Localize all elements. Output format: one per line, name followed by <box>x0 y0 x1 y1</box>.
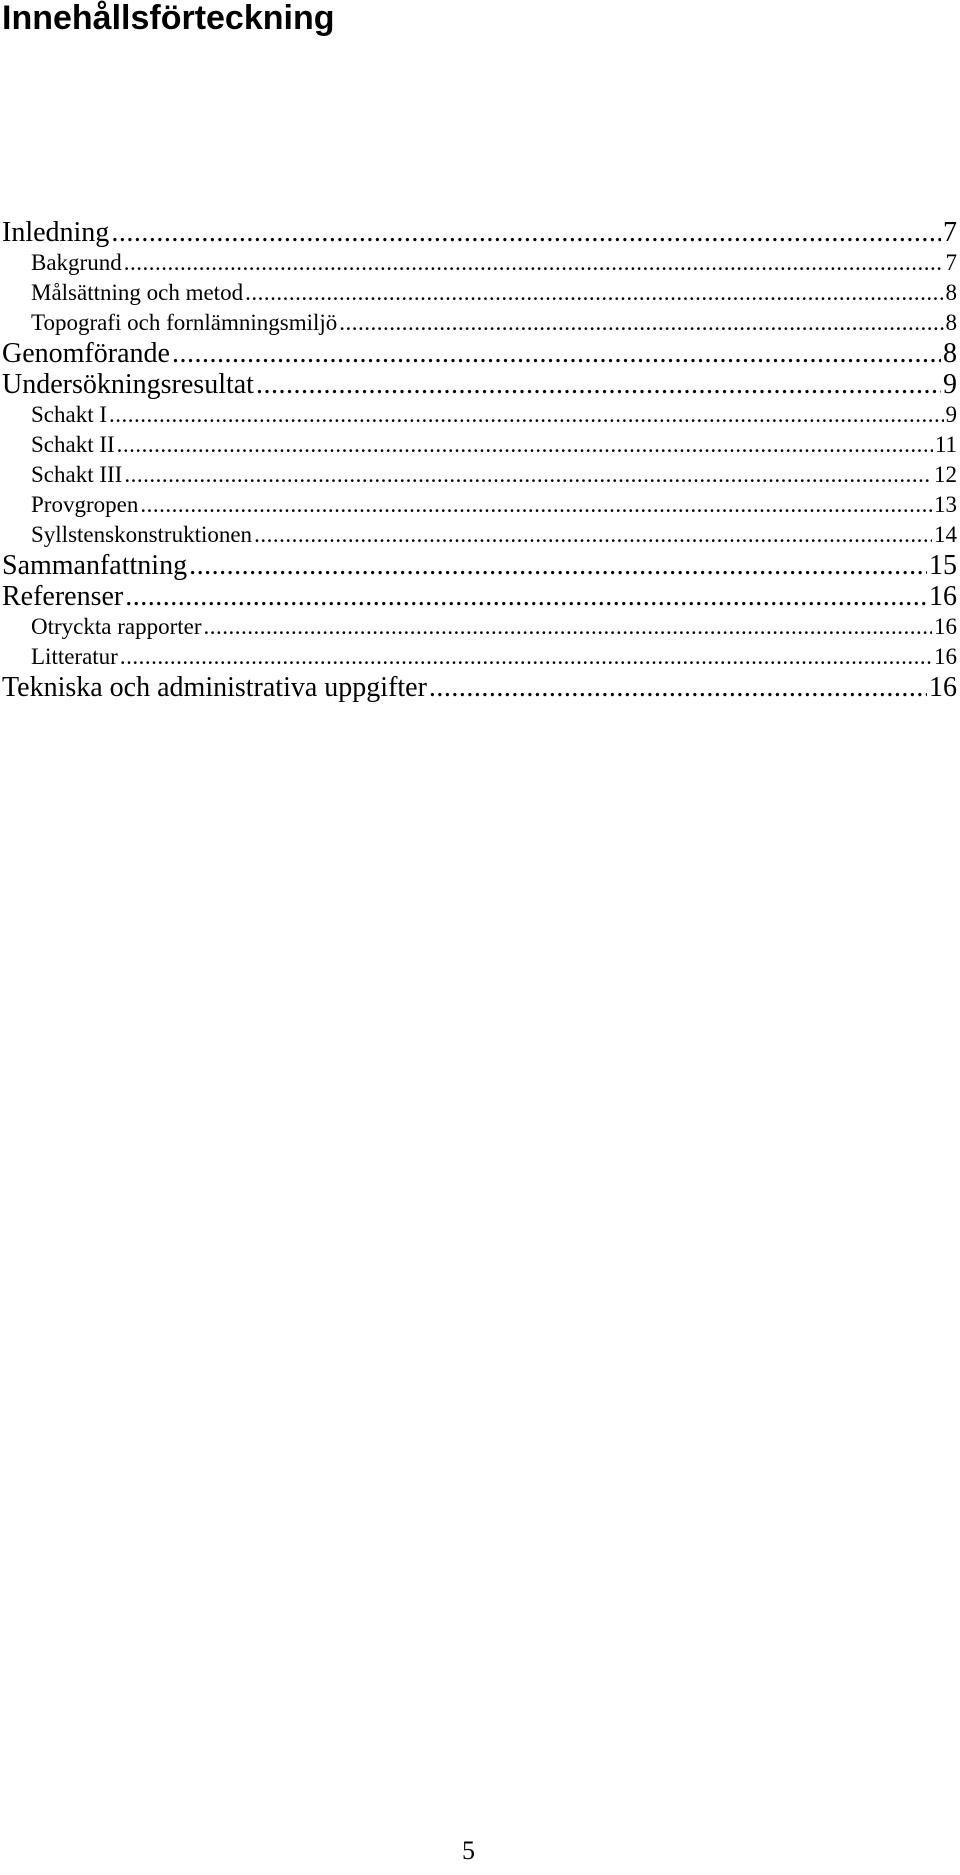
toc-leader-dots <box>111 217 941 248</box>
toc-entry-tekniska-uppgifter[interactable] <box>0 672 957 703</box>
toc-leader-dots <box>189 550 927 581</box>
toc-entry-referenser[interactable] <box>0 581 957 612</box>
toc-entry-page: 16 <box>934 644 957 669</box>
toc-entry-page: 8 <box>945 280 957 305</box>
toc-entry-page: 8 <box>943 338 957 369</box>
toc-entry-page: 14 <box>934 522 957 547</box>
toc-entry-page: 11 <box>934 432 957 457</box>
toc-leader-dots <box>254 520 932 550</box>
toc-entry-schakt-3[interactable] <box>0 460 957 490</box>
toc-leader-dots <box>109 400 943 430</box>
page-number: 5 <box>462 1836 475 1865</box>
toc-leader-dots <box>204 612 932 642</box>
toc-entry-label: Schakt II <box>31 432 115 457</box>
toc-entry-schakt-2[interactable] <box>0 430 957 460</box>
page-title: Innehållsförteckning <box>2 0 335 37</box>
toc-entry-label: Inledning <box>2 217 110 248</box>
toc-entry-sammanfattning[interactable] <box>0 550 957 581</box>
toc-leader-dots <box>117 430 933 460</box>
toc-entry-inledning[interactable] <box>0 217 957 248</box>
toc-entry-label: Topografi och fornlämningsmiljö <box>31 310 338 335</box>
toc-entry-litteratur[interactable] <box>0 642 957 672</box>
toc-entry-page: 16 <box>929 581 957 612</box>
toc-entry-provgropen[interactable] <box>0 490 957 520</box>
toc-entry-page: 8 <box>945 310 957 335</box>
toc-leader-dots <box>124 248 944 278</box>
toc-leader-dots <box>140 490 932 520</box>
toc-entry-syllstenskonstruktionen[interactable] <box>0 520 957 550</box>
toc-leader-dots <box>245 278 943 308</box>
toc-entry-label: Schakt III <box>31 462 123 487</box>
toc-entry-label: Schakt I <box>31 402 108 427</box>
toc-entry-page: 12 <box>934 462 957 487</box>
toc-entry-genomforande[interactable] <box>0 338 957 369</box>
toc-entry-label: Målsättning och metod <box>31 280 244 305</box>
toc-entry-page: 7 <box>945 250 957 275</box>
toc-entry-page: 9 <box>943 369 957 400</box>
toc-leader-dots <box>256 369 941 400</box>
toc-entry-schakt-1[interactable] <box>0 400 957 430</box>
toc-entry-malsattning-och-metod[interactable] <box>0 278 957 308</box>
toc-entry-label: Sammanfattning <box>2 550 188 581</box>
toc-entry-undersokningsresultat[interactable] <box>0 369 957 400</box>
toc-leader-dots <box>124 460 932 490</box>
toc-entry-page: 9 <box>945 402 957 427</box>
toc-entry-label: Otryckta rapporter <box>31 614 202 639</box>
toc-entry-label: Syllstenskonstruktionen <box>31 522 253 547</box>
toc-entry-page: 16 <box>929 672 957 703</box>
toc-leader-dots <box>339 308 943 338</box>
toc-entry-label: Genomförande <box>2 338 170 369</box>
toc-leader-dots <box>120 642 932 672</box>
toc-entry-label: Bakgrund <box>31 250 122 275</box>
toc-entry-label: Undersökningsresultat <box>2 369 254 400</box>
toc-leader-dots <box>125 581 927 612</box>
toc-entry-page: 13 <box>934 492 957 517</box>
toc-entry-label: Litteratur <box>31 644 118 669</box>
toc-entry-label: Provgropen <box>31 492 139 517</box>
table-of-contents <box>0 217 957 703</box>
toc-entry-page: 15 <box>929 550 957 581</box>
toc-leader-dots <box>172 338 941 369</box>
toc-entry-label: Referenser <box>2 581 124 612</box>
toc-entry-page: 7 <box>943 217 957 248</box>
toc-entry-otryckta-rapporter[interactable] <box>0 612 957 642</box>
toc-leader-dots <box>429 672 927 703</box>
toc-entry-label: Tekniska och administrativa uppgifter <box>2 672 427 703</box>
toc-entry-page: 16 <box>934 614 957 639</box>
toc-entry-bakgrund[interactable] <box>0 248 957 278</box>
toc-entry-topografi[interactable] <box>0 308 957 338</box>
